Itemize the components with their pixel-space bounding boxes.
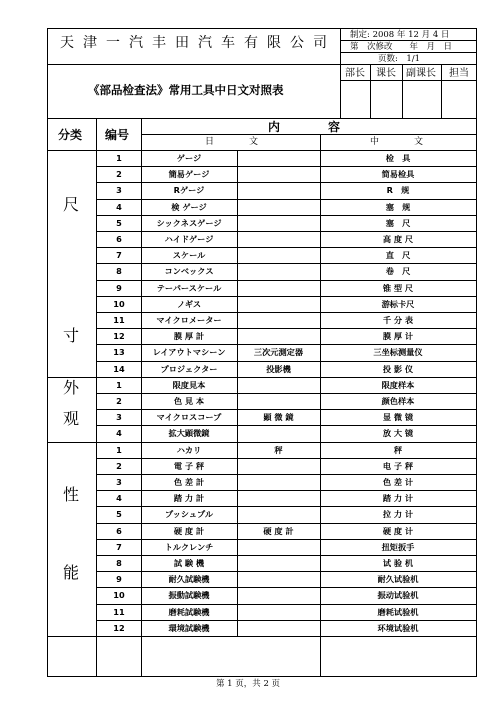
row-japanese: Rゲージ	[173, 185, 205, 196]
row-chinese: 三坐标测量仪	[373, 347, 423, 358]
meta-divider	[340, 40, 477, 41]
row-number: 11	[113, 315, 125, 325]
row-japanese: 色 差 計	[173, 477, 205, 487]
row-chinese: 硬 度 计	[382, 525, 414, 536]
row-japanese: コンベックス	[164, 266, 214, 277]
row-chinese: 塞 尺	[385, 217, 411, 228]
row-number: 7	[116, 250, 122, 261]
category-header: 分类	[58, 128, 83, 142]
row-chinese: 扭矩扳手	[381, 541, 415, 552]
meta-divider	[340, 52, 477, 53]
row-japanese-alt: 投影機	[266, 363, 291, 374]
japanese-header: 日 文	[205, 137, 261, 147]
approval-divider-v	[441, 64, 442, 118]
row-japanese: ハイドゲージ	[164, 234, 214, 244]
row-japanese: 硬 度 計	[173, 525, 205, 536]
row-number: 4	[116, 428, 122, 439]
row-number: 14	[113, 363, 125, 374]
content-header: 内 容	[268, 120, 341, 134]
group-divider	[47, 636, 477, 637]
row-japanese: レイアウトマシーン	[152, 347, 226, 358]
row-number: 12	[113, 622, 125, 633]
row-chinese: 颜色样本	[381, 396, 415, 406]
row-chinese: 千 分 表	[382, 315, 414, 325]
row-chinese: 检 具	[385, 153, 411, 163]
row-number: 2	[116, 460, 122, 471]
row-number: 9	[116, 574, 122, 585]
approval-section-chief: 课长	[376, 68, 396, 79]
row-japanese: ノギス	[176, 298, 202, 309]
row-number: 4	[116, 201, 122, 212]
row-number: 13	[113, 347, 125, 358]
row-japanese: 振動試験機	[168, 590, 210, 601]
category-label: 尺	[63, 194, 80, 214]
row-japanese: 耐久試験機	[168, 574, 210, 585]
row-chinese: 显 微 镜	[382, 412, 414, 423]
japanese-subcolumn-divider	[237, 150, 238, 377]
row-number: 8	[116, 266, 122, 277]
row-japanese: 検 ゲージ	[171, 201, 207, 212]
row-chinese: 放 大 镜	[382, 428, 414, 439]
row-chinese: 投 影 仪	[382, 363, 414, 374]
row-japanese: シックネスゲージ	[156, 217, 222, 228]
row-chinese: R 规	[386, 185, 410, 196]
row-number: 7	[116, 541, 122, 552]
row-japanese: ゲージ	[176, 153, 202, 163]
row-chinese: 踏 力 计	[382, 493, 414, 504]
row-number: 6	[116, 234, 122, 244]
established-date: 制定: 2008 年 12 月 4 日	[350, 30, 450, 40]
row-japanese: 簡易ゲージ	[168, 169, 210, 180]
row-chinese: 限度样本	[381, 379, 415, 390]
row-number: 3	[116, 477, 122, 487]
row-japanese: トルクレンチ	[164, 541, 214, 552]
row-japanese: 膜 厚 計	[173, 331, 205, 342]
row-japanese: マイクロメーター	[156, 315, 222, 325]
content-subhead-divider	[141, 134, 477, 135]
row-number: 10	[113, 298, 125, 309]
document-title: 《部品检查法》常用工具中日文对照表	[88, 83, 284, 97]
row-chinese: 简易检具	[381, 169, 415, 180]
row-chinese: 塞 规	[385, 201, 411, 212]
row-japanese-alt: 三次元測定器	[253, 347, 304, 358]
row-chinese: 电 子 秤	[382, 460, 414, 471]
page-footer: 第 1 页，共 2 页	[215, 679, 281, 689]
row-chinese: 膜 厚 计	[382, 331, 414, 342]
row-number: 8	[116, 558, 122, 568]
row-number: 1	[116, 379, 122, 390]
approval-divider-v	[370, 64, 371, 118]
row-number: 6	[116, 525, 122, 536]
row-chinese: 环境试验机	[377, 622, 419, 633]
row-japanese: 踏 力 計	[173, 493, 205, 504]
approval-divider	[340, 80, 477, 81]
row-chinese: 色 差 计	[382, 477, 414, 487]
category-label: 外	[63, 378, 80, 398]
category-label: 观	[63, 409, 80, 429]
header-divider	[47, 64, 477, 65]
row-number: 5	[116, 217, 122, 228]
approval-staff: 担当	[449, 68, 469, 79]
company-name: 天津一汽丰田汽车有限公司	[60, 35, 336, 51]
row-chinese: 锥 型 尺	[382, 282, 414, 293]
row-japanese: ハカリ	[176, 444, 202, 455]
page-count: 页数: 1/1	[378, 54, 421, 64]
row-number: 1	[116, 444, 122, 455]
title-bottom-border	[47, 118, 477, 119]
japanese-subcolumn-divider	[237, 442, 238, 636]
row-chinese: 秤	[393, 444, 403, 455]
row-number: 9	[116, 282, 122, 293]
row-number: 1	[116, 153, 122, 163]
row-number: 2	[116, 169, 122, 180]
row-chinese: 卷 尺	[385, 266, 411, 277]
row-chinese: 游标卡尺	[381, 298, 415, 309]
row-number: 11	[113, 606, 125, 617]
row-number: 2	[116, 396, 122, 406]
row-chinese: 高 度 尺	[382, 234, 414, 244]
meta-left-border	[340, 28, 341, 118]
row-japanese: 試 験 機	[173, 558, 205, 568]
row-japanese-alt: 硬 度 計	[263, 525, 294, 536]
table-bottom-border	[47, 676, 477, 677]
row-chinese: 试 验 机	[382, 558, 414, 568]
category-label: 性	[63, 485, 80, 505]
number-header: 编号	[105, 128, 130, 142]
table-right-border	[476, 28, 477, 676]
row-chinese: 振动试验机	[377, 590, 419, 601]
table-top-border	[47, 28, 477, 29]
revision-date: 第 次修改 年 月 日	[350, 42, 453, 52]
row-japanese: 拡大顕微鏡	[168, 428, 210, 439]
japanese-subcolumn-divider	[237, 377, 238, 442]
table-left-border	[47, 28, 48, 676]
category-label: 寸	[63, 326, 80, 346]
row-number: 3	[116, 412, 122, 423]
approval-deputy-chief: 副课长	[406, 68, 436, 79]
row-chinese: 耐久试验机	[377, 574, 419, 585]
row-number: 5	[116, 509, 122, 520]
category-label: 能	[63, 562, 80, 582]
row-japanese: 環境試験機	[168, 622, 210, 633]
row-chinese: 磨耗试验机	[377, 606, 419, 617]
row-number: 12	[113, 331, 125, 342]
row-japanese: スケール	[172, 250, 206, 261]
row-number: 3	[116, 185, 122, 196]
row-japanese: マイクロスコープ	[156, 412, 222, 423]
row-japanese-alt: 顕 微 鏡	[263, 412, 294, 423]
row-japanese: プロジェクター	[160, 363, 218, 374]
row-chinese: 直 尺	[385, 250, 411, 261]
row-japanese: 限度見本	[172, 379, 206, 390]
row-japanese: 色 見 本	[173, 396, 205, 406]
row-japanese: テーパースケール	[156, 282, 222, 293]
row-number: 4	[116, 493, 122, 504]
approval-manager: 部长	[345, 68, 365, 79]
row-japanese-alt: 秤	[274, 444, 283, 455]
row-japanese: プッシュプル	[164, 509, 214, 520]
row-japanese: 磨耗試験機	[168, 606, 210, 617]
row-japanese: 電 子 秤	[173, 460, 205, 471]
row-chinese: 拉 力 计	[382, 509, 414, 520]
chinese-header: 中 文	[370, 137, 426, 147]
row-number: 10	[113, 590, 125, 601]
approval-divider-v	[402, 64, 403, 118]
